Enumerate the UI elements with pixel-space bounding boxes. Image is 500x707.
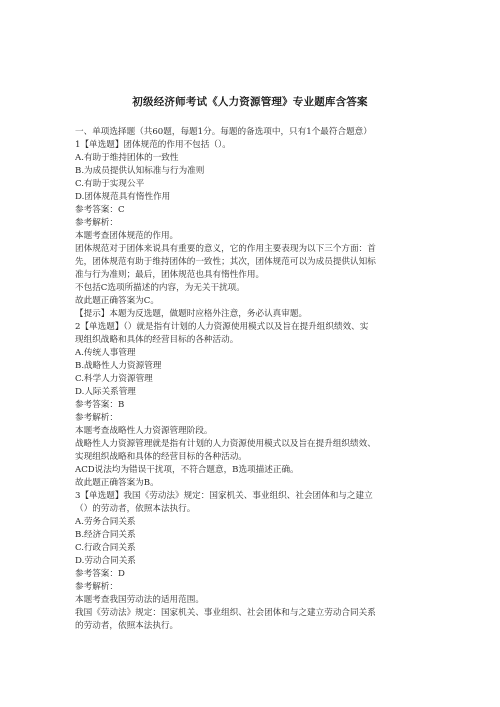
tip-line: 【提示】本题为反选题，做题时应格外注意，务必认真审题。 xyxy=(75,309,308,319)
analysis-label: 参考解析： xyxy=(75,582,118,592)
page-title: 初级经济师考试《人力资源管理》专业题库含答案 xyxy=(132,96,368,108)
explanation-line: 不包括C选项所描述的内容，为无关干扰项。 xyxy=(75,283,245,293)
option-b: B.战略性人力资源管理 xyxy=(75,361,162,371)
option-a: A.劳务合同关系 xyxy=(75,517,136,527)
explanation-line: 战略性人力资源管理就是指有计划的人力资源使用模式以及旨在提升组织绩效、 xyxy=(75,439,376,449)
explanation-line: 我国《劳动法》规定：国家机关、事业组织、社会团体和与之建立劳动合同关系 xyxy=(75,608,376,618)
option-c: C.有助于实现公平 xyxy=(75,179,145,189)
option-b: B.为成员提供认知标准与行为准则 xyxy=(75,166,205,176)
option-c: C.行政合同关系 xyxy=(75,543,136,553)
answer: 参考答案：C xyxy=(75,205,125,215)
explanation-line: 实现组织战略和具体的经营目标的各种活动。 xyxy=(75,452,247,462)
question-stem-cont: 现组织战略和具体的经营目标的各种活动。 xyxy=(75,335,239,345)
option-d: D.人际关系管理 xyxy=(75,387,136,397)
answer: 参考答案：D xyxy=(75,569,125,579)
option-a: A.传统人事管理 xyxy=(75,348,136,358)
question-1 xyxy=(75,139,437,321)
question-2 xyxy=(75,321,437,490)
explanation-line: 的劳动者，依照本法执行。 xyxy=(75,621,179,631)
explanation-line: 本题考查团体规范的作用。 xyxy=(75,231,179,241)
explanation-line: 故此题正确答案为B。 xyxy=(75,478,159,488)
option-d: D.劳动合同关系 xyxy=(75,556,136,566)
explanation-line: 团体规范对于团体来说具有重要的意义，它的作用主要表现为以下三个方面：首 xyxy=(75,244,376,254)
question-stem: 1【单选题】团体规范的作用不包括（）。 xyxy=(75,140,231,150)
question-stem-cont: （）的劳动者，依照本法执行。 xyxy=(75,504,196,514)
document-body xyxy=(75,126,437,633)
explanation-line: 本题考查我国劳动法的适用范围。 xyxy=(75,595,204,605)
explanation-line: 故此题正确答案为C。 xyxy=(75,296,159,306)
explanation-line: ACD说法均为错误干扰项，不符合题意，B选项描述正确。 xyxy=(75,465,299,475)
option-b: B.经济合同关系 xyxy=(75,530,136,540)
question-stem: 2【单选题】（）就是指有计划的人力资源使用模式以及旨在提升组织绩效、实 xyxy=(75,322,369,332)
answer: 参考答案：B xyxy=(75,400,125,410)
option-c: C.科学人力资源管理 xyxy=(75,374,153,384)
explanation-line: 先，团体规范有助于维持团体的一致性；其次，团体规范可以为成员提供认知标 xyxy=(75,257,376,267)
option-d: D.团体规范具有惰性作用 xyxy=(75,192,171,202)
section-heading: 一、单项选择题（共60题，每题1分。每题的备选项中，只有1个最符合题意） xyxy=(75,127,372,137)
question-stem: 3【单选题】我国《劳动法》规定：国家机关、事业组织、社会团体和与之建立 xyxy=(75,491,373,501)
explanation-line: 本题考查战略性人力资源管理阶段。 xyxy=(75,426,213,436)
option-a: A.有助于维持团体的一致性 xyxy=(75,153,179,163)
question-3 xyxy=(75,490,437,633)
explanation-line: 准与行为准则；最后，团体规范也具有惰性作用。 xyxy=(75,270,265,280)
analysis-label: 参考解析： xyxy=(75,413,118,423)
analysis-label: 参考解析： xyxy=(75,218,118,228)
